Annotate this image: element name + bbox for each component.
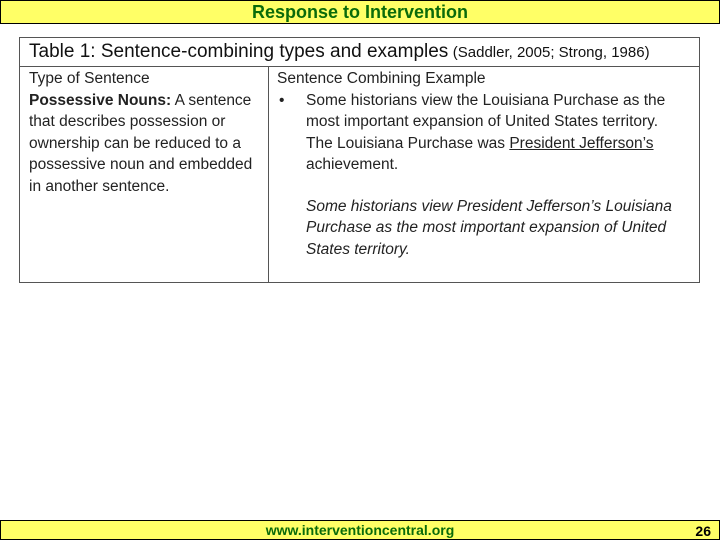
type-column	[29, 68, 261, 197]
example-sentence-2	[306, 133, 697, 176]
column-divider	[268, 66, 269, 282]
example-sentence-2-underlined: President Jefferson’s	[509, 134, 654, 152]
example-column-header: Sentence Combining Example	[277, 70, 486, 87]
example-sentence-2-after: achievement.	[306, 156, 399, 173]
page-number: 26	[695, 523, 711, 539]
footer-banner	[0, 520, 720, 540]
sentence-combining-table	[19, 37, 700, 283]
type-column-header: Type of Sentence	[29, 70, 150, 87]
example-sentence-2-before: The Louisiana Purchase was	[306, 134, 510, 152]
header-banner	[0, 0, 720, 24]
table-title-row	[29, 41, 650, 63]
type-cell	[29, 90, 261, 198]
table-citation: (Saddler, 2005; Strong, 1986)	[452, 44, 650, 61]
example-column	[277, 68, 697, 260]
example-bullet-item	[277, 90, 697, 261]
title-divider	[20, 66, 699, 67]
footer-url[interactable]: www.interventioncentral.org	[265, 522, 455, 538]
table-title: Table 1: Sentence-combining types and examples	[29, 41, 449, 62]
header-title: Response to Intervention	[251, 2, 469, 22]
bullet-icon: •	[279, 91, 285, 109]
type-name: Possessive Nouns:	[29, 91, 172, 109]
spacer	[306, 176, 697, 196]
type-description: A sentence that describes possession or ownership can be reduced to a possessive noun and embedded in another sentence.	[29, 91, 253, 195]
example-sentence-1: Some historians view the Louisiana Purchase as the most important expansion of United States territory.	[306, 91, 666, 130]
combined-sentence: Some historians view President Jefferson’s Louisiana Purchase as the most important expansion of United States territory.	[306, 197, 672, 258]
